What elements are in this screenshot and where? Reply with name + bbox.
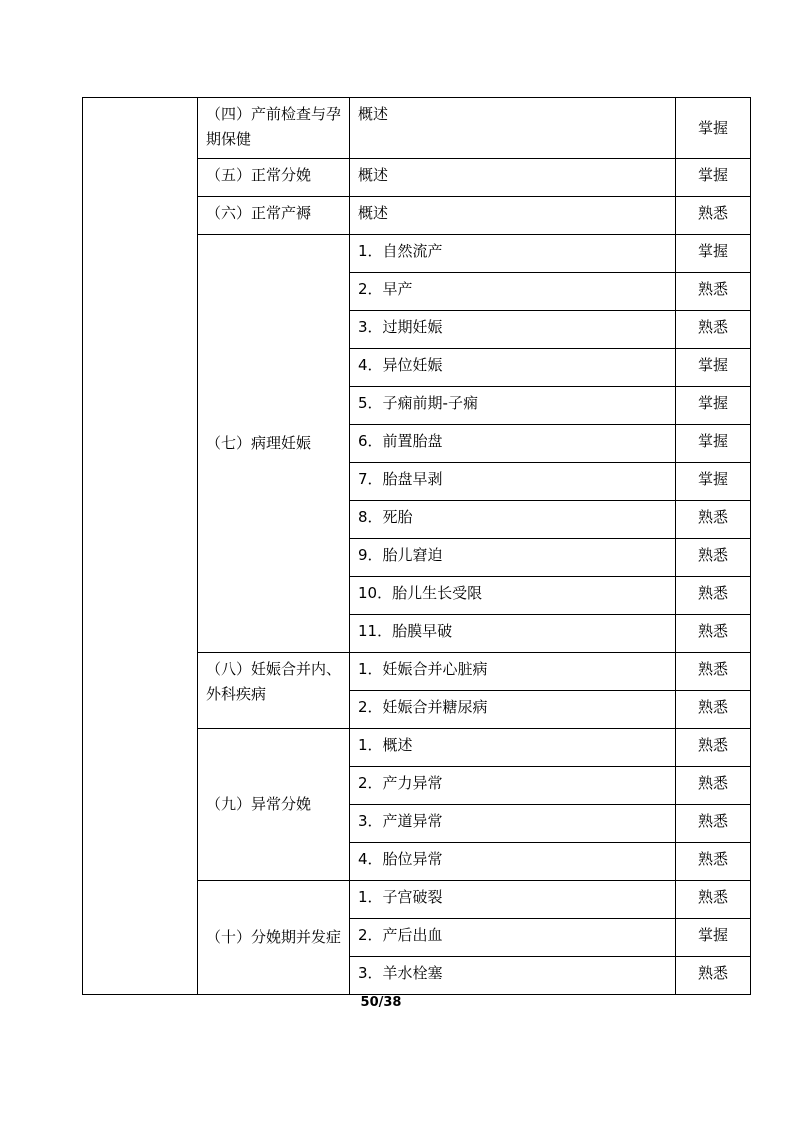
level-cell: 熟悉 <box>676 311 751 349</box>
topic-cell: 2．早产 <box>350 273 676 311</box>
topic-cell: 1．子宫破裂 <box>350 881 676 919</box>
level-cell: 掌握 <box>676 463 751 501</box>
topic-cell: 概述 <box>350 197 676 235</box>
topic-cell: 6．前置胎盘 <box>350 425 676 463</box>
topic-cell: 4．异位妊娠 <box>350 349 676 387</box>
level-cell: 熟悉 <box>676 273 751 311</box>
topic-cell: 1．自然流产 <box>350 235 676 273</box>
section-cell: （七）病理妊娠 <box>198 235 350 653</box>
level-cell: 熟悉 <box>676 805 751 843</box>
topic-cell: 9．胎儿窘迫 <box>350 539 676 577</box>
level-cell: 掌握 <box>676 159 751 197</box>
level-cell: 熟悉 <box>676 881 751 919</box>
level-cell: 掌握 <box>676 235 751 273</box>
topic-cell: 10．胎儿生长受限 <box>350 577 676 615</box>
level-cell: 熟悉 <box>676 501 751 539</box>
topic-cell: 4．胎位异常 <box>350 843 676 881</box>
topic-cell: 1．妊娠合并心脏病 <box>350 653 676 691</box>
level-cell: 掌握 <box>676 425 751 463</box>
level-cell: 熟悉 <box>676 691 751 729</box>
topic-cell: 概述 <box>350 159 676 197</box>
topic-cell: 1．概述 <box>350 729 676 767</box>
level-cell: 熟悉 <box>676 729 751 767</box>
topic-cell: 5．子痫前期-子痫 <box>350 387 676 425</box>
page-number: 50/38 <box>360 995 402 1010</box>
level-cell: 熟悉 <box>676 539 751 577</box>
topic-cell: 2．妊娠合并糖尿病 <box>350 691 676 729</box>
section-cell: （四）产前检查与孕期保健 <box>198 98 350 159</box>
level-cell: 掌握 <box>676 349 751 387</box>
topic-cell: 3．产道异常 <box>350 805 676 843</box>
section-cell: （八）妊娠合并内、外科疾病 <box>198 653 350 729</box>
section-cell: （十）分娩期并发症 <box>198 881 350 995</box>
topic-cell: 3．羊水栓塞 <box>350 957 676 995</box>
topic-cell: 11．胎膜早破 <box>350 615 676 653</box>
topic-cell: 2．产力异常 <box>350 767 676 805</box>
topic-cell: 3．过期妊娠 <box>350 311 676 349</box>
topic-cell: 7．胎盘早剥 <box>350 463 676 501</box>
level-cell: 掌握 <box>676 919 751 957</box>
level-cell: 掌握 <box>676 387 751 425</box>
syllabus-table <box>82 97 751 995</box>
section-cell: （六）正常产褥 <box>198 197 350 235</box>
level-cell: 掌握 <box>676 98 751 159</box>
level-cell: 熟悉 <box>676 957 751 995</box>
level-cell: 熟悉 <box>676 843 751 881</box>
section-cell: （五）正常分娩 <box>198 159 350 197</box>
topic-cell: 8．死胎 <box>350 501 676 539</box>
level-cell: 熟悉 <box>676 577 751 615</box>
topic-cell: 2．产后出血 <box>350 919 676 957</box>
table-row <box>83 98 751 159</box>
level-cell: 熟悉 <box>676 197 751 235</box>
level-cell: 熟悉 <box>676 767 751 805</box>
topic-cell: 概述 <box>350 98 676 159</box>
section-cell: （九）异常分娩 <box>198 729 350 881</box>
level-cell: 熟悉 <box>676 615 751 653</box>
level-cell: 熟悉 <box>676 653 751 691</box>
chapter-cell-empty <box>83 98 198 995</box>
